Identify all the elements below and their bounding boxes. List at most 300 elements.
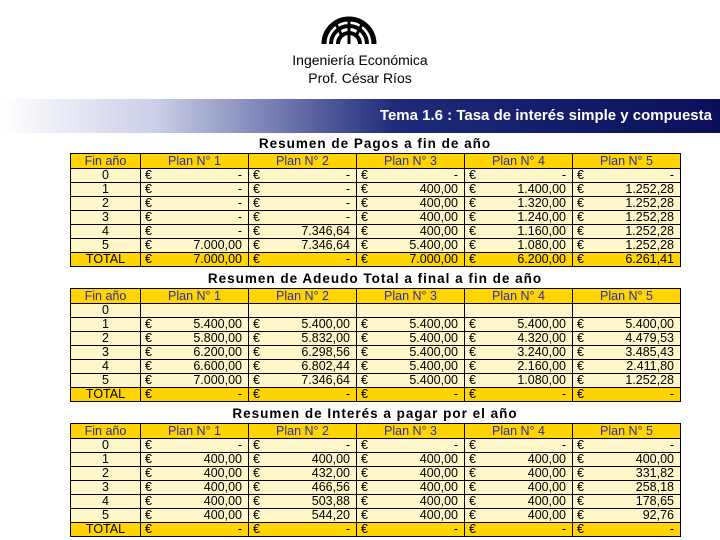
currency-symbol: € — [253, 480, 260, 494]
table-row — [71, 360, 681, 374]
column-header: Plan N° 5 — [573, 289, 681, 304]
currency-symbol: € — [361, 182, 368, 196]
currency-symbol: € — [469, 494, 476, 508]
column-header: Plan N° 3 — [357, 289, 465, 304]
amount-value: - — [345, 210, 350, 224]
amount-cell — [249, 239, 357, 253]
currency-symbol: € — [469, 317, 476, 331]
amount-value: 400,00 — [527, 466, 566, 480]
amount-value: 6.298,56 — [301, 345, 350, 359]
amount-cell — [465, 495, 573, 509]
amount-value: 1.252,28 — [625, 238, 674, 252]
amount-cell — [249, 304, 357, 318]
currency-symbol: € — [469, 438, 476, 452]
amount-cell — [249, 360, 357, 374]
amount-value: 1.252,28 — [625, 210, 674, 224]
year-cell: TOTAL — [71, 253, 141, 267]
year-cell: 2 — [71, 197, 141, 211]
table-row — [71, 304, 681, 318]
amount-value: - — [237, 387, 242, 401]
year-cell: 1 — [71, 453, 141, 467]
amount-cell — [573, 523, 681, 537]
amount-value: 92,76 — [642, 508, 674, 522]
amount-cell — [141, 225, 249, 239]
amount-cell — [573, 253, 681, 267]
amount-cell — [357, 346, 465, 360]
currency-symbol: € — [145, 182, 152, 196]
amount-value: - — [561, 168, 566, 182]
amount-value: 400,00 — [419, 480, 458, 494]
currency-symbol: € — [361, 480, 368, 494]
column-header: Fin año — [71, 289, 141, 304]
amount-value: 5.400,00 — [625, 317, 674, 331]
year-cell: 2 — [71, 467, 141, 481]
amount-cell — [141, 495, 249, 509]
amount-cell — [249, 211, 357, 225]
currency-symbol: € — [145, 522, 152, 536]
amount-value: - — [237, 438, 242, 452]
amount-value: 432,00 — [311, 466, 350, 480]
amount-cell — [465, 346, 573, 360]
column-header: Plan N° 3 — [357, 424, 465, 439]
currency-symbol: € — [577, 345, 584, 359]
table-row — [71, 509, 681, 523]
year-cell: TOTAL — [71, 523, 141, 537]
table-row — [71, 453, 681, 467]
amount-value: - — [561, 522, 566, 536]
amount-value: 5.400,00 — [409, 317, 458, 331]
column-header: Plan N° 2 — [249, 289, 357, 304]
currency-symbol: € — [253, 359, 260, 373]
currency-symbol: € — [469, 345, 476, 359]
amount-cell — [573, 467, 681, 481]
column-header: Fin año — [71, 154, 141, 169]
amount-cell — [465, 523, 573, 537]
payments-title: Resumen de Pagos a fin de año — [258, 136, 492, 151]
currency-symbol: € — [145, 224, 152, 238]
amount-cell — [465, 481, 573, 495]
amount-cell — [573, 318, 681, 332]
amount-value: 1.080,00 — [517, 373, 566, 387]
amount-value: 400,00 — [527, 480, 566, 494]
table-row — [71, 439, 681, 453]
amount-value: - — [345, 252, 350, 266]
currency-symbol: € — [361, 508, 368, 522]
table-row — [71, 253, 681, 267]
amount-value: - — [237, 168, 242, 182]
currency-symbol: € — [145, 345, 152, 359]
amount-cell — [249, 225, 357, 239]
currency-symbol: € — [253, 182, 260, 196]
table-row — [71, 346, 681, 360]
amount-cell — [357, 183, 465, 197]
currency-symbol: € — [145, 210, 152, 224]
amount-cell — [357, 239, 465, 253]
currency-symbol: € — [361, 387, 368, 401]
amount-value: 258,18 — [635, 480, 674, 494]
amount-cell — [249, 523, 357, 537]
currency-symbol: € — [469, 466, 476, 480]
table-row — [71, 388, 681, 402]
amount-value: - — [345, 522, 350, 536]
amount-cell — [573, 346, 681, 360]
amount-value: - — [561, 387, 566, 401]
amount-value: 5.400,00 — [409, 238, 458, 252]
amount-cell — [357, 304, 465, 318]
currency-symbol: € — [577, 452, 584, 466]
amount-value: 1.240,00 — [517, 210, 566, 224]
amount-value: 400,00 — [419, 182, 458, 196]
amount-cell — [357, 318, 465, 332]
amount-cell — [141, 388, 249, 402]
year-cell: 3 — [71, 346, 141, 360]
amount-cell — [141, 211, 249, 225]
amount-cell — [465, 360, 573, 374]
amount-value: 503,88 — [311, 494, 350, 508]
year-cell: 1 — [71, 318, 141, 332]
debt-table — [70, 288, 681, 402]
amount-cell — [465, 169, 573, 183]
currency-symbol: € — [145, 331, 152, 345]
currency-symbol: € — [253, 522, 260, 536]
column-header: Plan N° 1 — [141, 154, 249, 169]
currency-symbol: € — [469, 331, 476, 345]
column-header: Fin año — [71, 424, 141, 439]
currency-symbol: € — [361, 331, 368, 345]
amount-value: - — [561, 438, 566, 452]
currency-symbol: € — [577, 182, 584, 196]
currency-symbol: € — [253, 196, 260, 210]
amount-value: 5.400,00 — [409, 359, 458, 373]
currency-symbol: € — [145, 494, 152, 508]
amount-value: 7.000,00 — [193, 373, 242, 387]
amount-cell — [357, 253, 465, 267]
currency-symbol: € — [577, 522, 584, 536]
amount-value: 1.252,28 — [625, 224, 674, 238]
amount-cell — [573, 495, 681, 509]
amount-value: 400,00 — [419, 466, 458, 480]
amount-cell — [573, 374, 681, 388]
amount-cell — [141, 197, 249, 211]
amount-cell — [141, 332, 249, 346]
currency-symbol: € — [469, 480, 476, 494]
column-header: Plan N° 2 — [249, 424, 357, 439]
table-row — [71, 211, 681, 225]
university-logo — [316, 0, 382, 48]
amount-cell — [141, 318, 249, 332]
currency-symbol: € — [253, 331, 260, 345]
payments-table — [70, 153, 681, 267]
amount-value: 400,00 — [635, 452, 674, 466]
amount-cell — [573, 453, 681, 467]
currency-symbol: € — [469, 359, 476, 373]
amount-value: 5.400,00 — [409, 331, 458, 345]
table-row — [71, 495, 681, 509]
amount-cell — [573, 169, 681, 183]
amount-cell — [573, 239, 681, 253]
amount-cell — [249, 509, 357, 523]
amount-cell — [249, 495, 357, 509]
currency-symbol: € — [145, 508, 152, 522]
amount-value: 400,00 — [419, 508, 458, 522]
amount-cell — [465, 453, 573, 467]
table-row — [71, 467, 681, 481]
currency-symbol: € — [145, 359, 152, 373]
year-cell: 1 — [71, 183, 141, 197]
year-cell: 5 — [71, 239, 141, 253]
amount-cell — [357, 332, 465, 346]
currency-symbol: € — [469, 522, 476, 536]
amount-value: 3.240,00 — [517, 345, 566, 359]
currency-symbol: € — [253, 224, 260, 238]
amount-value: - — [237, 196, 242, 210]
amount-cell — [357, 211, 465, 225]
currency-symbol: € — [361, 196, 368, 210]
professor-name: Prof. César Ríos — [308, 70, 412, 86]
amount-value: 400,00 — [311, 452, 350, 466]
currency-symbol: € — [577, 168, 584, 182]
amount-cell — [465, 304, 573, 318]
currency-symbol: € — [361, 252, 368, 266]
currency-symbol: € — [253, 452, 260, 466]
amount-cell — [249, 253, 357, 267]
amount-value: 400,00 — [419, 494, 458, 508]
amount-cell — [465, 197, 573, 211]
amount-value: 1.160,00 — [517, 224, 566, 238]
amount-cell — [249, 332, 357, 346]
amount-cell — [357, 467, 465, 481]
amount-value: 400,00 — [527, 452, 566, 466]
currency-symbol: € — [577, 224, 584, 238]
currency-symbol: € — [361, 373, 368, 387]
amount-cell — [357, 169, 465, 183]
amount-cell — [465, 374, 573, 388]
amount-value: 7.346,64 — [301, 373, 350, 387]
currency-symbol: € — [145, 373, 152, 387]
year-cell: 5 — [71, 509, 141, 523]
amount-value: 5.400,00 — [301, 317, 350, 331]
amount-cell — [141, 183, 249, 197]
header-row — [71, 154, 681, 169]
currency-symbol: € — [145, 438, 152, 452]
currency-symbol: € — [361, 238, 368, 252]
amount-cell — [249, 197, 357, 211]
currency-symbol: € — [253, 345, 260, 359]
amount-value: - — [669, 522, 674, 536]
amount-value: 400,00 — [203, 466, 242, 480]
amount-cell — [573, 481, 681, 495]
amount-cell — [465, 253, 573, 267]
table-row — [71, 197, 681, 211]
table-row — [71, 481, 681, 495]
amount-value: 400,00 — [203, 452, 242, 466]
table-row — [71, 169, 681, 183]
currency-symbol: € — [253, 466, 260, 480]
currency-symbol: € — [469, 224, 476, 238]
table-row — [71, 318, 681, 332]
amount-value: 2.160,00 — [517, 359, 566, 373]
amount-value: 178,65 — [635, 494, 674, 508]
currency-symbol: € — [253, 438, 260, 452]
year-cell: 3 — [71, 481, 141, 495]
amount-cell — [465, 225, 573, 239]
currency-symbol: € — [577, 438, 584, 452]
amount-value: - — [345, 168, 350, 182]
currency-symbol: € — [361, 452, 368, 466]
currency-symbol: € — [253, 494, 260, 508]
amount-cell — [357, 523, 465, 537]
amount-cell — [249, 388, 357, 402]
amount-value: - — [237, 224, 242, 238]
amount-value: 1.080,00 — [517, 238, 566, 252]
amount-cell — [141, 439, 249, 453]
amount-cell — [573, 360, 681, 374]
amount-cell — [141, 453, 249, 467]
amount-cell — [141, 304, 249, 318]
currency-symbol: € — [469, 508, 476, 522]
amount-cell — [249, 467, 357, 481]
amount-value: 400,00 — [527, 508, 566, 522]
amount-value: 4.320,00 — [517, 331, 566, 345]
year-cell: 0 — [71, 169, 141, 183]
currency-symbol: € — [145, 317, 152, 331]
currency-symbol: € — [361, 438, 368, 452]
currency-symbol: € — [361, 317, 368, 331]
amount-value: 5.400,00 — [193, 317, 242, 331]
currency-symbol: € — [145, 387, 152, 401]
amount-cell — [465, 239, 573, 253]
amount-value: 5.400,00 — [409, 345, 458, 359]
column-header: Plan N° 1 — [141, 424, 249, 439]
column-header: Plan N° 1 — [141, 289, 249, 304]
header-row — [71, 424, 681, 439]
amount-cell — [573, 183, 681, 197]
amount-cell — [141, 467, 249, 481]
currency-symbol: € — [577, 387, 584, 401]
currency-symbol: € — [145, 168, 152, 182]
amount-cell — [573, 332, 681, 346]
amount-cell — [141, 360, 249, 374]
amount-cell — [573, 225, 681, 239]
currency-symbol: € — [145, 480, 152, 494]
amount-cell — [357, 374, 465, 388]
year-cell: 5 — [71, 374, 141, 388]
amount-value: 7.000,00 — [409, 252, 458, 266]
amount-cell — [357, 197, 465, 211]
amount-value: 2.411,80 — [626, 359, 674, 373]
amount-value: - — [669, 387, 674, 401]
currency-symbol: € — [361, 224, 368, 238]
currency-symbol: € — [577, 196, 584, 210]
currency-symbol: € — [361, 359, 368, 373]
currency-symbol: € — [577, 317, 584, 331]
currency-symbol: € — [361, 345, 368, 359]
amount-value: - — [345, 196, 350, 210]
amount-value: 6.200,00 — [517, 252, 566, 266]
table-row — [71, 523, 681, 537]
year-cell: 3 — [71, 211, 141, 225]
amount-cell — [141, 169, 249, 183]
table-row — [71, 332, 681, 346]
amount-cell — [465, 332, 573, 346]
currency-symbol: € — [469, 210, 476, 224]
currency-symbol: € — [469, 182, 476, 196]
amount-value: 4.479,53 — [625, 331, 674, 345]
amount-value: 7.346,64 — [301, 224, 350, 238]
amount-cell — [357, 453, 465, 467]
currency-symbol: € — [577, 373, 584, 387]
amount-value: - — [345, 182, 350, 196]
amount-cell — [465, 211, 573, 225]
currency-symbol: € — [145, 466, 152, 480]
amount-value: 6.200,00 — [193, 345, 242, 359]
amount-cell — [249, 481, 357, 495]
amount-value: 6.802,44 — [301, 359, 350, 373]
currency-symbol: € — [253, 508, 260, 522]
currency-symbol: € — [145, 238, 152, 252]
amount-cell — [249, 183, 357, 197]
amount-cell — [141, 509, 249, 523]
currency-symbol: € — [577, 331, 584, 345]
amount-value: 400,00 — [419, 196, 458, 210]
amount-value: 7.000,00 — [193, 252, 242, 266]
amount-cell — [465, 467, 573, 481]
currency-symbol: € — [577, 508, 584, 522]
currency-symbol: € — [361, 168, 368, 182]
currency-symbol: € — [577, 494, 584, 508]
amount-cell — [357, 225, 465, 239]
currency-symbol: € — [469, 196, 476, 210]
amount-value: 1.320,00 — [517, 196, 566, 210]
amount-value: 1.252,28 — [625, 196, 674, 210]
currency-symbol: € — [577, 359, 584, 373]
amount-value: 1.252,28 — [625, 182, 674, 196]
currency-symbol: € — [577, 238, 584, 252]
amount-value: 5.400,00 — [517, 317, 566, 331]
amount-value: - — [453, 522, 458, 536]
amount-cell — [141, 481, 249, 495]
amount-cell — [465, 439, 573, 453]
year-cell: 4 — [71, 360, 141, 374]
amount-value: 5.832,00 — [301, 331, 350, 345]
column-header: Plan N° 5 — [573, 154, 681, 169]
amount-cell — [357, 360, 465, 374]
year-cell: TOTAL — [71, 388, 141, 402]
amount-cell — [141, 523, 249, 537]
amount-cell — [573, 211, 681, 225]
currency-symbol: € — [361, 494, 368, 508]
currency-symbol: € — [253, 238, 260, 252]
header-row — [71, 289, 681, 304]
amount-value: 7.346,64 — [301, 238, 350, 252]
amount-value: 7.000,00 — [193, 238, 242, 252]
currency-symbol: € — [469, 373, 476, 387]
currency-symbol: € — [361, 210, 368, 224]
amount-cell — [141, 253, 249, 267]
amount-value: 400,00 — [419, 210, 458, 224]
amount-value: - — [237, 522, 242, 536]
amount-value: 466,56 — [311, 480, 350, 494]
amount-cell — [465, 183, 573, 197]
amount-cell — [141, 374, 249, 388]
amount-value: 6.261,41 — [625, 252, 674, 266]
currency-symbol: € — [577, 480, 584, 494]
currency-symbol: € — [577, 252, 584, 266]
amount-cell — [249, 318, 357, 332]
amount-value: 5.800,00 — [193, 331, 242, 345]
currency-symbol: € — [361, 522, 368, 536]
currency-symbol: € — [145, 196, 152, 210]
